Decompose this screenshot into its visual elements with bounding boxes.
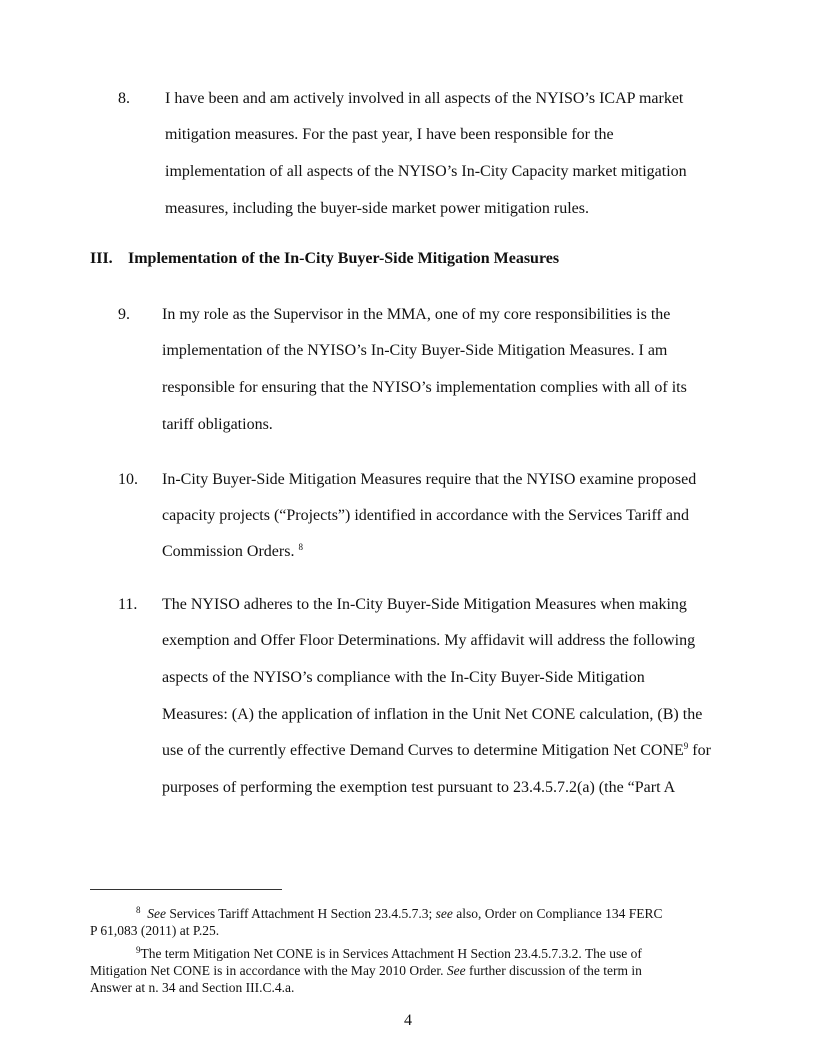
section-heading xyxy=(90,250,559,268)
paragraph-line: tariff obligations. xyxy=(162,416,273,433)
paragraph-number: 8. xyxy=(118,90,130,107)
page-number: 4 xyxy=(404,1012,412,1029)
paragraph-line: implementation of the NYISO’s In-City Buyer-Side Mitigation Measures. I am xyxy=(162,342,668,359)
footnote-line xyxy=(136,906,662,922)
paragraph-line xyxy=(162,742,711,760)
paragraph-line: measures, including the buyer-side market power mitigation rules. xyxy=(165,200,590,217)
paragraph-line: purposes of performing the exemption test pursuant to 23.4.5.7.2(a) (the “Part A xyxy=(162,779,676,796)
paragraph-line: mitigation measures. For the past year, I have been responsible for the xyxy=(165,126,614,143)
footnote-line xyxy=(136,946,642,962)
footnote-signal: See xyxy=(147,906,166,921)
footnote-text: The term Mitigation Net CONE is in Services Attachment H Section 23.4.5.7.3.2. The use of xyxy=(140,946,642,961)
paragraph-line: I have been and am actively involved in all aspects of the NYISO’s ICAP market xyxy=(165,90,684,107)
paragraph-line xyxy=(162,543,303,561)
footnote-ref-8[interactable]: 8 xyxy=(298,542,303,552)
paragraph-line: implementation of all aspects of the NYISO’s In-City Capacity market mitigation xyxy=(165,163,687,180)
paragraph-line: In my role as the Supervisor in the MMA, one of my core responsibilities is the xyxy=(162,306,671,323)
footnote-text: also, Order on Compliance 134 FERC xyxy=(452,906,663,921)
footnote-ref-9[interactable]: 9 xyxy=(683,741,689,751)
paragraph-line: aspects of the NYISO’s compliance with the In-City Buyer-Side Mitigation xyxy=(162,669,645,686)
paragraph-text: use of the currently effective Demand Curves to determine Mitigation Net CONE xyxy=(162,742,684,759)
paragraph-line: responsible for ensuring that the NYISO’s implementation complies with all of its xyxy=(162,379,687,396)
paragraph-line: exemption and Offer Floor Determinations. My affidavit will address the following xyxy=(162,632,696,649)
footnote-line: P 61,083 (2011) at P.25. xyxy=(90,923,220,938)
footnote-separator xyxy=(90,889,282,890)
paragraph-line: Measures: (A) the application of inflation in the Unit Net CONE calculation, (B) the xyxy=(162,706,703,723)
footnote-mark: 8 xyxy=(136,905,141,915)
paragraph-line: In-City Buyer-Side Mitigation Measures require that the NYISO examine proposed xyxy=(162,471,697,488)
section-numeral: III. xyxy=(90,250,113,267)
footnote-line xyxy=(90,963,642,979)
footnote-signal: see xyxy=(435,906,453,921)
paragraph-number: 10. xyxy=(118,471,138,488)
footnote-text: Mitigation Net CONE is in accordance with the May 2010 Order. xyxy=(90,963,447,978)
footnote-text: Services Tariff Attachment H Section 23.4.5.7.3; xyxy=(165,906,436,921)
footnote-signal: See xyxy=(446,963,466,978)
footnote-mark: 9 xyxy=(136,945,141,955)
paragraph-text: Commission Orders. xyxy=(162,543,295,560)
paragraph-line: capacity projects (“Projects”) identified in accordance with the Services Tariff and xyxy=(162,507,689,524)
section-title: Implementation of the In-City Buyer-Side Mitigation Measures xyxy=(128,250,560,267)
paragraph-text: for xyxy=(688,742,711,759)
footnote-line: Answer at n. 34 and Section III.C.4.a. xyxy=(90,980,295,995)
paragraph-line: The NYISO adheres to the In-City Buyer-Side Mitigation Measures when making xyxy=(162,596,687,613)
paragraph-number: 11. xyxy=(118,596,138,613)
paragraph-number: 9. xyxy=(118,306,130,323)
footnote-text: further discussion of the term in xyxy=(465,963,642,978)
